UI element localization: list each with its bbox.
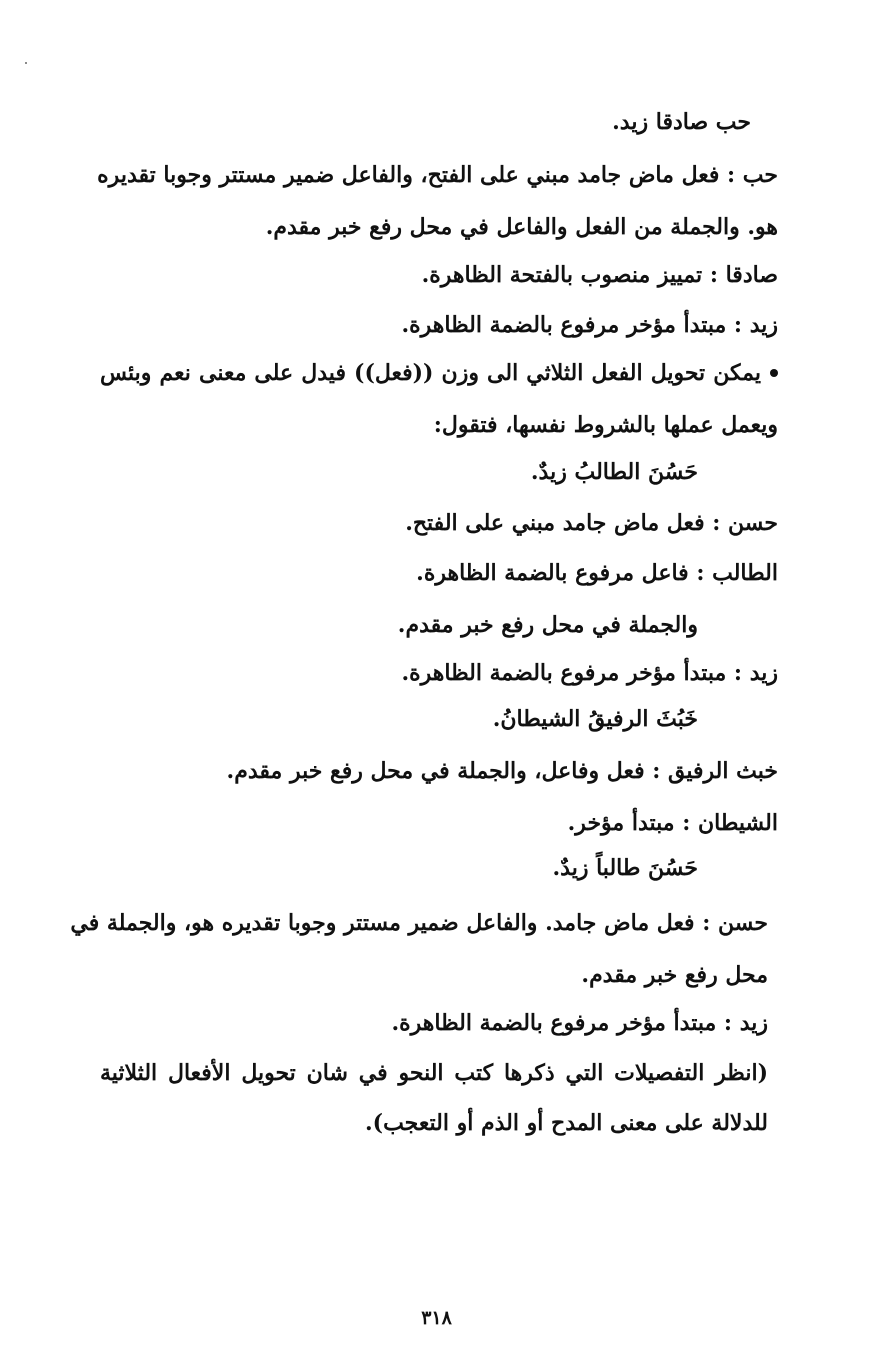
text-line: محل رفع خبر مقدم. [581,962,768,988]
text-line: والجملة في محل رفع خبر مقدم. [397,612,698,638]
page-number: ٣١٨ [421,1307,452,1329]
example-sentence: حَسُنَ طالباً زيدٌ. [552,855,698,881]
bullet-text-line: يمكن تحويل الفعل الثلاثي الى وزن ((فعل)) فيدل على معنى نعم وبئس [100,360,761,386]
text-line: زيد : مبتدأ مؤخر مرفوع بالضمة الظاهرة. [401,312,778,338]
text-line: حسن : فعل ماض جامد. والفاعل ضمير مستتر وجوبا تقديره هو، والجملة في [70,910,768,936]
text-line: ويعمل عملها بالشروط نفسها، فتقول: [433,412,778,438]
example-sentence: خَبُثَ الرفيقُ الشيطانُ. [492,706,698,732]
bullet-icon [770,369,778,377]
text-line: حب : فعل ماض جامد مبني على الفتح، والفاعل ضمير مستتر وجوبا تقديره [97,162,778,188]
text-line: خبث الرفيق : فعل وفاعل، والجملة في محل رفع خبر مقدم. [226,758,778,784]
text-line: للدلالة على معنى المدح أو الذم أو التعجب). [365,1110,768,1136]
text-line: الطالب : فاعل مرفوع بالضمة الظاهرة. [416,560,778,586]
text-line: حسن : فعل ماض جامد مبني على الفتح. [405,510,778,536]
text-line: (انظر التفصيلات التي ذكرها كتب النحو في شان تحويل الأفعال الثلاثية [100,1060,768,1086]
example-sentence: حب صادقا زيد. [612,109,751,135]
scan-speck [25,62,27,64]
example-sentence: حَسُنَ الطالبُ زيدٌ. [530,459,698,485]
text-line: هو. والجملة من الفعل والفاعل في محل رفع خبر مقدم. [265,214,778,240]
text-line: زيد : مبتدأ مؤخر مرفوع بالضمة الظاهرة. [391,1010,768,1036]
text-line: صادقا : تمييز منصوب بالفتحة الظاهرة. [421,262,778,288]
text-line: الشيطان : مبتدأ مؤخر. [567,810,778,836]
text-line: زيد : مبتدأ مؤخر مرفوع بالضمة الظاهرة. [401,660,778,686]
